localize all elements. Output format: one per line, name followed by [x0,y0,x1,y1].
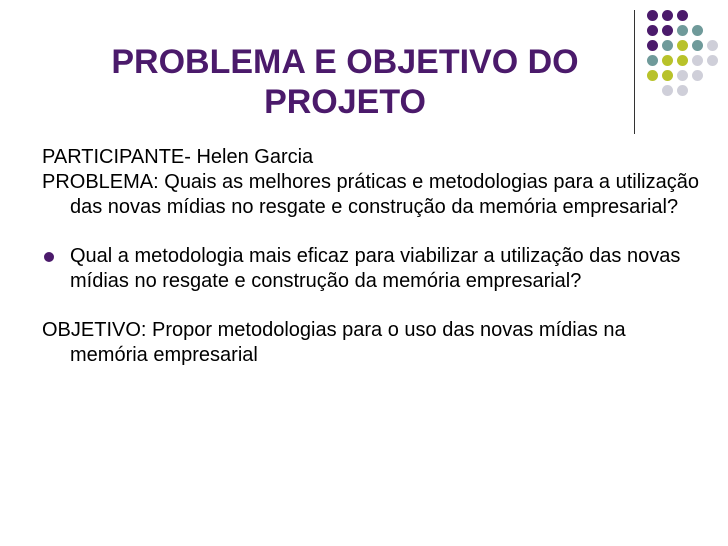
decorative-dot [677,10,688,21]
decorative-dot [692,25,703,36]
decorative-dot [662,10,673,21]
decorative-dot [692,40,703,51]
decorative-dot [707,40,718,51]
decorative-dot [692,55,703,66]
decorative-dot [677,55,688,66]
bullet-item [42,244,702,294]
decorative-dot [662,70,673,81]
objective-paragraph: OBJETIVO: Propor metodologias para o uso das novas mídias na memória empresarial [42,319,626,366]
decorative-dot [707,55,718,66]
decorative-dot [647,10,658,21]
decorative-dot [647,70,658,81]
decorative-dot [692,70,703,81]
bullet-dot-icon [44,252,54,262]
decorative-divider-line [634,10,635,134]
decorative-dot [662,25,673,36]
decorative-dot [677,40,688,51]
bullet-question-text: Qual a metodologia mais eficaz para viabilizar a utilização das novas mídias no resgate e construção da memória empresarial? [70,245,681,292]
decorative-dot [647,25,658,36]
decorative-dot [677,85,688,96]
problem-paragraph: PROBLEMA: Quais as melhores práticas e metodologias para a utilização das novas mídias no resgate e construção da memória empresarial? [42,171,699,218]
decorative-dot [662,55,673,66]
decorative-dot [677,70,688,81]
decorative-dot [662,85,673,96]
decorative-dot [662,40,673,51]
slide-body [42,145,702,368]
slide-title: PROBLEMA E OBJETIVO DO PROJETO [111,43,579,121]
decorative-dot-grid [647,10,727,122]
participant-line: PARTICIPANTE- Helen Garcia [42,146,314,168]
decorative-dot [647,40,658,51]
decorative-dot [677,25,688,36]
decorative-dot [647,55,658,66]
